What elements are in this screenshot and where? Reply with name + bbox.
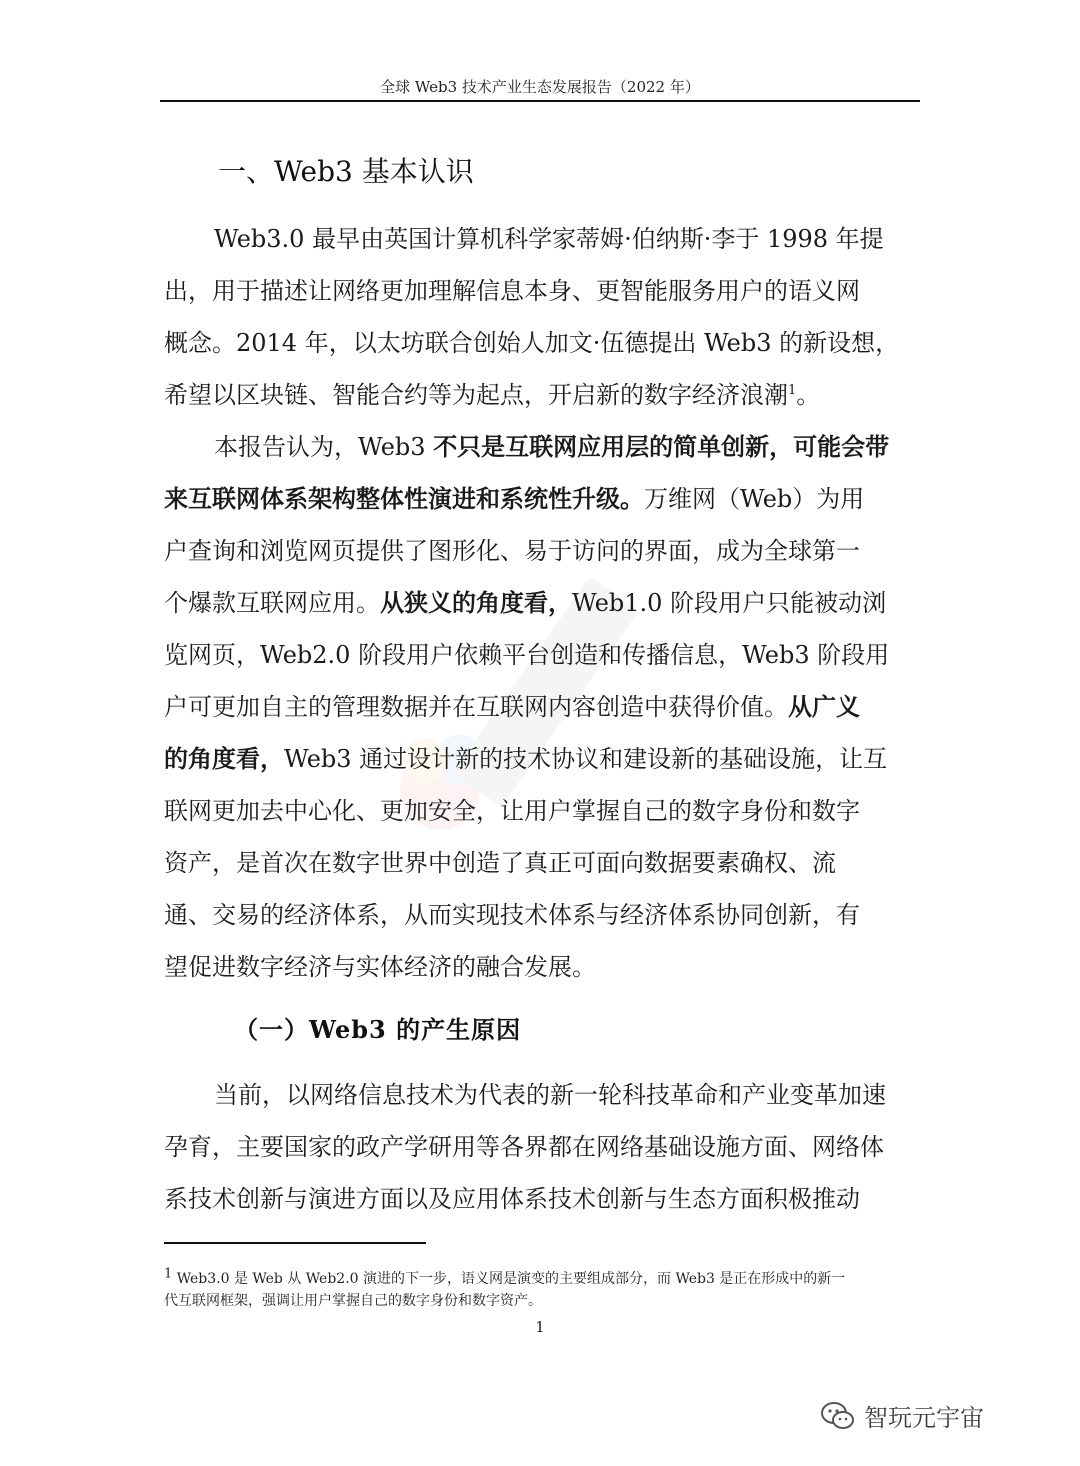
paragraph-line: [164, 421, 914, 473]
paragraph-line-text: 希望以区块链、智能合约等为起点，开启新的数字经济浪潮: [164, 381, 788, 409]
bold-text-run: 从狭义的角度看，: [380, 588, 572, 617]
text-run: 万维网（Web）为用: [644, 485, 865, 513]
paragraph-line: 当前，以网络信息技术为代表的新一轮科技革命和产业变革加速: [214, 1081, 886, 1109]
wechat-icon: [820, 1401, 856, 1431]
paragraph-line: 出，用于描述让网络更加理解信息本身、更智能服务用户的语义网: [164, 277, 860, 305]
paragraph-line: 望促进数字经济与实体经济的融合发展。: [164, 953, 596, 981]
section-heading: 一、Web3 基本认识: [218, 155, 474, 188]
text-run: 本报告认为，Web3: [214, 433, 434, 461]
header-rule: [160, 100, 920, 102]
paragraph-line: [164, 733, 914, 785]
paragraph-line: Web3.0 最早由英国计算机科学家蒂姆·伯纳斯·李于 1998 年提: [214, 225, 884, 253]
paragraph-line: 系技术创新与演进方面以及应用体系技术创新与生态方面积极推动: [164, 1185, 860, 1213]
text-run: Web1.0 阶段用户只能被动浏: [572, 589, 887, 617]
text-run: Web3 通过设计新的技术协议和建设新的基础设施，让互: [284, 745, 888, 773]
paragraph-line: [164, 473, 914, 525]
running-header: 全球 Web3 技术产业生态发展报告（2022 年）: [380, 78, 700, 96]
footnote-mark: 1: [164, 1266, 173, 1282]
footnote-line: 代互联网框架，强调让用户掌握自己的数字身份和数字资产。: [164, 1293, 542, 1309]
subsection-heading: （一）Web3 的产生原因: [234, 1015, 522, 1044]
page-number: 1: [535, 1318, 545, 1336]
bold-text-run: 的角度看，: [164, 744, 284, 773]
footnote-line: [164, 1268, 916, 1290]
footnote-reference[interactable]: 1: [788, 383, 797, 398]
footnote-text: Web3.0 是 Web 从 Web2.0 演进的下一步，语义网是演变的主要组成部分，而 Web3 是正在形成中的新一: [172, 1271, 846, 1287]
text-run: 个爆款互联网应用。: [164, 589, 380, 617]
paragraph-report-view: [164, 421, 914, 993]
paragraph-line-tail: 。: [796, 381, 821, 409]
footnote: [164, 1268, 916, 1312]
watermark-label: 智玩元宇宙: [864, 1404, 984, 1432]
paragraph-line: 概念。2014 年，以太坊联合创始人加文·伍德提出 Web3 的新设想，: [164, 329, 900, 357]
bold-text-run: 来互联网体系架构整体性演进和系统性升级。: [164, 484, 644, 513]
paragraph-line: 户查询和浏览网页提供了图形化、易于访问的界面，成为全球第一: [164, 537, 860, 565]
paragraph-causes: [164, 1069, 914, 1225]
paragraph-line: [164, 369, 914, 421]
text-run: 户可更加自主的管理数据并在互联网内容创造中获得价值。: [164, 693, 788, 721]
paragraph-line: 联网更加去中心化、更加安全，让用户掌握自己的数字身份和数字: [164, 797, 860, 825]
paragraph-line: 览网页，Web2.0 阶段用户依赖平台创造和传播信息，Web3 阶段用: [164, 641, 890, 669]
paragraph-line: [164, 681, 914, 733]
paragraph-line: 资产，是首次在数字世界中创造了真正可面向数据要素确权、流: [164, 849, 836, 877]
paragraph-line: [164, 577, 914, 629]
paragraph-line: 孕育，主要国家的政产学研用等各界都在网络基础设施方面、网络体: [164, 1133, 884, 1161]
bold-text-run: 不只是互联网应用层的简单创新，可能会带: [433, 432, 890, 461]
account-watermark: [820, 1398, 984, 1433]
bold-text-run: 从广义: [788, 692, 860, 721]
paragraph-web3-origin: [164, 213, 914, 421]
paragraph-line: 通、交易的经济体系，从而实现技术体系与经济体系协同创新，有: [164, 901, 860, 929]
footnote-rule: [164, 1242, 426, 1244]
